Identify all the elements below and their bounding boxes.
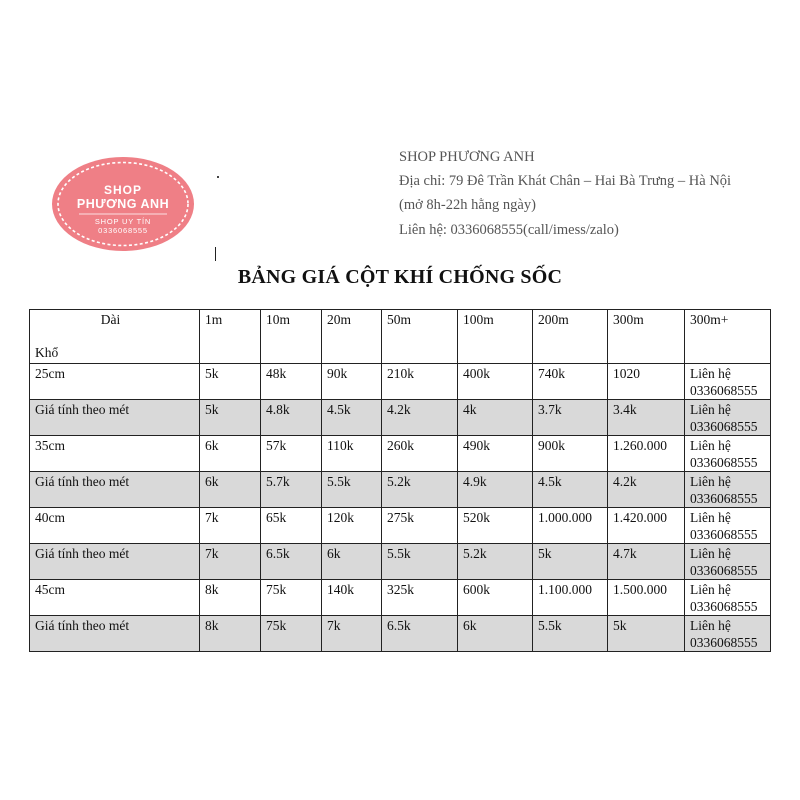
size-price-row bbox=[30, 580, 771, 616]
contact-cell: Liên hệ 0336068555 bbox=[685, 508, 771, 544]
price-cell: 325k bbox=[382, 580, 458, 616]
price-cell: 4.2k bbox=[608, 472, 685, 508]
shop-name: SHOP PHƯƠNG ANH bbox=[399, 149, 535, 165]
price-cell: 5.5k bbox=[382, 544, 458, 580]
header-width-label: Khổ bbox=[35, 345, 59, 360]
price-cell: 7k bbox=[322, 616, 382, 652]
price-cell: 1.260.000 bbox=[608, 436, 685, 472]
price-table bbox=[29, 309, 771, 652]
row-label-cell: 35cm bbox=[30, 436, 200, 472]
price-cell: 1.420.000 bbox=[608, 508, 685, 544]
price-cell: 1020 bbox=[608, 364, 685, 400]
contact-cell: Liên hệ 0336068555 bbox=[685, 616, 771, 652]
logo-phone: 0336068555 bbox=[98, 226, 148, 235]
price-cell: 5k bbox=[608, 616, 685, 652]
header-length: 100m bbox=[458, 310, 533, 364]
row-label-cell: Giá tính theo mét bbox=[30, 400, 200, 436]
row-label-cell: 40cm bbox=[30, 508, 200, 544]
page-title: BẢNG GIÁ CỘT KHÍ CHỐNG SỐC bbox=[237, 266, 563, 288]
price-cell: 6k bbox=[322, 544, 382, 580]
header-length: 200m bbox=[533, 310, 608, 364]
logo-badge bbox=[51, 156, 195, 252]
price-cell: 210k bbox=[382, 364, 458, 400]
price-cell: 5.5k bbox=[322, 472, 382, 508]
price-cell: 1.000.000 bbox=[533, 508, 608, 544]
price-cell: 5.2k bbox=[458, 544, 533, 580]
price-cell: 5.7k bbox=[261, 472, 322, 508]
price-cell: 275k bbox=[382, 508, 458, 544]
price-cell: 57k bbox=[261, 436, 322, 472]
price-cell: 120k bbox=[322, 508, 382, 544]
contact-cell: Liên hệ 0336068555 bbox=[685, 472, 771, 508]
price-cell: 4k bbox=[458, 400, 533, 436]
header-length: 300m+ bbox=[685, 310, 771, 364]
price-cell: 900k bbox=[533, 436, 608, 472]
price-cell: 260k bbox=[382, 436, 458, 472]
price-cell: 65k bbox=[261, 508, 322, 544]
per-meter-price-row bbox=[30, 472, 771, 508]
price-cell: 740k bbox=[533, 364, 608, 400]
stray-dot bbox=[217, 176, 219, 178]
price-cell: 490k bbox=[458, 436, 533, 472]
price-cell: 7k bbox=[200, 508, 261, 544]
logo-tagline: SHOP UY TÍN bbox=[94, 217, 152, 226]
price-cell: 4.5k bbox=[322, 400, 382, 436]
contact-cell: Liên hệ 0336068555 bbox=[685, 400, 771, 436]
row-label-cell: Giá tính theo mét bbox=[30, 472, 200, 508]
logo-line2: PHƯƠNG ANH bbox=[76, 197, 170, 211]
price-cell: 4.9k bbox=[458, 472, 533, 508]
row-label-cell: Giá tính theo mét bbox=[30, 616, 200, 652]
per-meter-price-row bbox=[30, 544, 771, 580]
row-label-cell: Giá tính theo mét bbox=[30, 544, 200, 580]
price-cell: 4.2k bbox=[382, 400, 458, 436]
price-cell: 5.5k bbox=[533, 616, 608, 652]
header-length: 1m bbox=[200, 310, 261, 364]
price-cell: 7k bbox=[200, 544, 261, 580]
shop-hours: (mở 8h-22h hằng ngày) bbox=[399, 197, 536, 213]
table-header-row bbox=[30, 310, 771, 364]
header-corner-cell bbox=[30, 310, 200, 364]
price-cell: 75k bbox=[261, 580, 322, 616]
shop-contact: Liên hệ: 0336068555(call/imess/zalo) bbox=[399, 222, 619, 238]
price-cell: 5.2k bbox=[382, 472, 458, 508]
price-cell: 75k bbox=[261, 616, 322, 652]
price-cell: 600k bbox=[458, 580, 533, 616]
contact-cell: Liên hệ 0336068555 bbox=[685, 580, 771, 616]
header-length-label: Dài bbox=[100, 312, 121, 327]
price-cell: 140k bbox=[322, 580, 382, 616]
price-cell: 520k bbox=[458, 508, 533, 544]
price-cell: 90k bbox=[322, 364, 382, 400]
row-label-cell: 45cm bbox=[30, 580, 200, 616]
price-cell: 5k bbox=[533, 544, 608, 580]
logo-line1: SHOP bbox=[103, 183, 143, 197]
price-cell: 3.4k bbox=[608, 400, 685, 436]
price-cell: 4.8k bbox=[261, 400, 322, 436]
contact-cell: Liên hệ 0336068555 bbox=[685, 544, 771, 580]
price-cell: 5k bbox=[200, 364, 261, 400]
size-price-row bbox=[30, 508, 771, 544]
row-label-cell: 25cm bbox=[30, 364, 200, 400]
text-cursor bbox=[215, 247, 216, 261]
price-cell: 6.5k bbox=[261, 544, 322, 580]
header-length: 300m bbox=[608, 310, 685, 364]
price-cell: 5k bbox=[200, 400, 261, 436]
price-cell: 8k bbox=[200, 616, 261, 652]
price-cell: 6k bbox=[458, 616, 533, 652]
header-length: 50m bbox=[382, 310, 458, 364]
price-cell: 4.7k bbox=[608, 544, 685, 580]
contact-cell: Liên hệ 0336068555 bbox=[685, 436, 771, 472]
size-price-row bbox=[30, 364, 771, 400]
size-price-row bbox=[30, 436, 771, 472]
header-length: 20m bbox=[322, 310, 382, 364]
price-cell: 48k bbox=[261, 364, 322, 400]
price-cell: 1.500.000 bbox=[608, 580, 685, 616]
price-cell: 3.7k bbox=[533, 400, 608, 436]
price-table-body bbox=[30, 310, 771, 652]
price-cell: 6k bbox=[200, 472, 261, 508]
price-cell: 6k bbox=[200, 436, 261, 472]
contact-cell: Liên hệ 0336068555 bbox=[685, 364, 771, 400]
per-meter-price-row bbox=[30, 400, 771, 436]
shop-logo bbox=[51, 156, 195, 252]
price-cell: 4.5k bbox=[533, 472, 608, 508]
price-cell: 1.100.000 bbox=[533, 580, 608, 616]
price-cell: 6.5k bbox=[382, 616, 458, 652]
price-cell: 400k bbox=[458, 364, 533, 400]
price-cell: 110k bbox=[322, 436, 382, 472]
header-length: 10m bbox=[261, 310, 322, 364]
per-meter-price-row bbox=[30, 616, 771, 652]
price-cell: 8k bbox=[200, 580, 261, 616]
shop-address: Địa chỉ: 79 Đê Trần Khát Chân – Hai Bà Trưng – Hà Nội bbox=[399, 173, 732, 189]
